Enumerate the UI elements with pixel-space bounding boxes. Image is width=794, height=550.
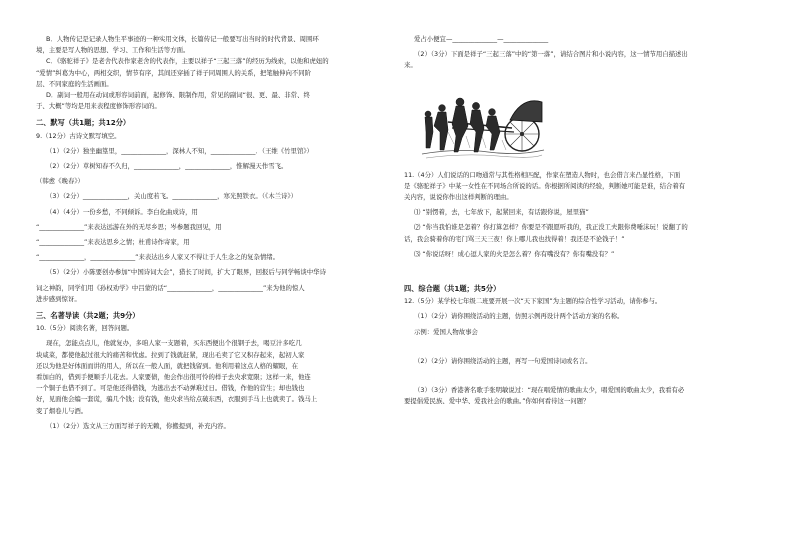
q10-passage-line5: 一个铜子也借不到了。可是他还得借钱，为逃出去不动弹难过日。借钱，作他的营生；却也钱也 xyxy=(36,384,305,393)
q10-sub2-line1: （2）（3分）下面是祥子“三起三落”中的“第一落”，请结合图片和小说内容，这一情节用自描述出 xyxy=(414,50,688,59)
q10-passage-line3: 还以为他是好体面而讲的用人，所以在一般人面，就把钱留到。他利用着这点人格的耀眼，在 xyxy=(36,361,299,370)
q12-sub2: （2）（2分）请你围绕活动的主题，再写一句爱国诗词或名言。 xyxy=(414,356,592,365)
q9-item4-line2: “______________”来表达远游在外的无尽乡思；岑参题我回见，用 xyxy=(36,222,222,231)
q11-quote1: ⑴ “别愣着，去，七年放下，起紧回来，有话跟你说，屋里猫” xyxy=(414,208,589,217)
section-2-title: 二、默写（共1题；共12分） xyxy=(36,118,131,128)
q12-heading: 12.（5分）某学校七年级二班要开展一次“天下家国”为主题的综合性学习活动，请你参与。 xyxy=(404,297,662,306)
option-d-line2: 于、大概”等均是用来表程度修饰形容词的。 xyxy=(36,102,161,111)
q10-fill-line: 爱占小便宜—______________—______________ xyxy=(414,35,549,43)
q9-item5-line1: （5）（2分）小陈要创办参加“中国诗词大会”，猎长了时间，扩大了眼界，回报后与同学畅谈中华诗 xyxy=(46,268,326,277)
q12-sub3-line2: 要提倡爱民族、爱中华、爱我社会的歌曲。”你如何看待这一问题？ xyxy=(404,397,590,406)
option-b-line2: 境，主要是写人物的思想、学习、工作和生活等方面。 xyxy=(36,46,190,55)
q11-heading-line1: 11.（4分）人们说话的口吻通常与其性格相匹配，作家在塑造人物时，也会借言来凸显性格，下面 xyxy=(404,170,681,179)
q10-passage-line4: 看加白的，借到手便顺手儿花去。人家要债，他会作出很可怜的样子去央求宽限；这样一来，他连 xyxy=(36,373,311,382)
q11-heading-line2: 是《骆驼祥子》中某一女性在不同场合所说的话。你根据所阅读的经验，判断她可能是谁，结合着有 xyxy=(404,181,686,190)
q9-item5-line3: 进步感到惊讶。 xyxy=(36,294,81,303)
q10-passage-line2: 块咸菜，都使他起过很大的痛苦和忧虑。拉到了钱就赶紧，现出毛卖了它又积存起来，起初人家 xyxy=(36,350,305,359)
q9-item4-line1: （4）（4分）一份乡愁，不同倾诉。李白化曲成诗，用 xyxy=(46,207,198,216)
q9-item5-line2: 词之神韵，同学们用《孙权劝学》中吕蒙的话“______________，______________”来为他的惊人 xyxy=(36,283,305,292)
q10-passage-line7: 变了烟卷儿与酒。 xyxy=(36,406,88,415)
q12-sub1: （1）（2分）请你围绕活动的主题，仿照示例再设计两个活动方案的名称。 xyxy=(414,312,624,321)
q10-sub2-line2: 来。 xyxy=(404,61,417,70)
q9-item4-line4: “______________，______________”来表达出乡人家又不得让于人生念之的复杂情绪。 xyxy=(36,253,280,262)
q9-item1: （1）（2分）独坐幽篁里，______________，深林人不知，______________．（王维《竹里馆》） xyxy=(46,146,313,155)
q11-quote3: ⑶ “你说话呀！成心逗人家的火是怎么着？你有嘴没有？你有嘴没有？” xyxy=(414,249,615,258)
q9-item3: （3）（2分）______________，关山度若飞。______________，寒光照铁衣。（《木兰诗》） xyxy=(46,192,297,201)
q9-item2: （2）（2分）草树知春不久归，______________，______________，惟解漫天作雪飞。 xyxy=(46,162,288,171)
q11-quote2-line2: 话，我会骑着你的宅门骂三天三夜！你上哪儿我也找得着！我还是不论钱子！” xyxy=(404,234,625,243)
q10-heading: 10.（5分）阅读名著，回答问题。 xyxy=(36,324,134,333)
option-c-line2: “爱情”纠葛为中心，两相交织，情节有序，其间还穿插了祥子同周围人的关系，把笔触伸向不同阶 xyxy=(36,68,312,77)
option-d-line1: D．副词一般用在动词或形容词前面，起修饰、限制作用，常见的副词“很、更、最、非常、终 xyxy=(46,91,310,100)
q12-sub3-line1: （3）（3分）香港著名歌手张明敏说过：“现在唱爱情的歌曲太少，唱爱国的歌曲太少，我看有必 xyxy=(414,386,685,395)
option-c-line3: 层、不同家庭的生活画面。 xyxy=(36,79,113,88)
q11-quote2-line1: ⑵ “你当我怕谁是怎着？你打算怎样？你要是不跟愿听我的，我正没工夫跟你费唾沫玩！说翻了的 xyxy=(414,223,688,232)
section-3-title: 三、名著导读（共2题；共9分） xyxy=(36,311,140,321)
right-column xyxy=(404,34,754,407)
q10-passage-line1: 现在，怎能点点儿，他就复办，多咱人家一支题着，买东西便出个很钢子去，喝豆汁多吃几 xyxy=(46,339,302,348)
q9-item4-line3: “______________”来表达思乡之情；杜甫诗作寄家，用 xyxy=(36,238,190,247)
left-column xyxy=(36,34,382,432)
section-4-title: 四、综合题（共1题；共5分） xyxy=(404,284,501,294)
q11-heading-line3: 关内容，说说你作出这样判断的理由。 xyxy=(404,193,513,202)
q9-heading: 9.（12分）古诗文默写填空。 xyxy=(36,131,121,140)
q10-passage-line6: 好，见面他会编一套谎，骗几个钱；没有钱，他央求当给点破东西，衣服到手马上也就卖了。钱马上 xyxy=(36,395,318,404)
option-c-line1: C．《骆驼祥子》是老舍代表作家老舍的代表作，主要以祥子“三起三落”的经历为线索，以他和虎妞的 xyxy=(46,57,329,66)
q9-item2-source: （韩愈《晚春》） xyxy=(36,177,84,186)
q10-sub1: （1）（2分）选文从三方面写祥子的无赖，你搬提到，补充内容。 xyxy=(46,421,230,430)
q12-example: 示例：爱国人物故事会 xyxy=(414,327,478,336)
rickshaw-illustration xyxy=(418,92,548,162)
option-b-line1: B．人物传记是记录人物生平事迹的一种实用文体，长篇传记一般要写出当时的时代背景、周围环 xyxy=(46,35,319,43)
